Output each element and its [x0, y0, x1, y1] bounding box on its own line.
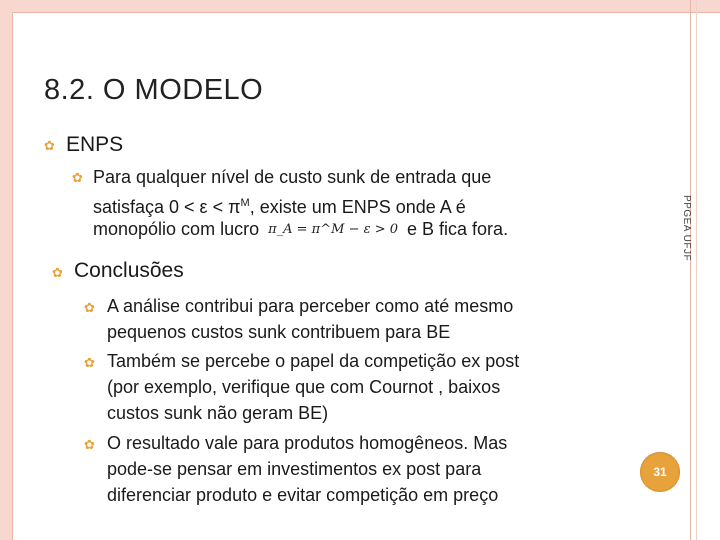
enps-line-2-sup: M	[240, 197, 250, 209]
side-label: PPGEA UFJF	[681, 194, 692, 262]
enps-line-2-post: , existe um ENPS onde A é	[249, 197, 466, 217]
conclusao-3-line-1: O resultado vale para produtos homogêneos. Mas	[107, 433, 508, 453]
conclusao-2-line-3: custos sunk não geram BE)	[107, 403, 329, 423]
frame-top-strip	[12, 0, 720, 12]
bullet-icon: ✿	[44, 138, 55, 153]
page-number-badge: 31	[640, 452, 680, 492]
enps-line-3	[93, 218, 508, 241]
enps-line-2-pre: satisfaça 0 < ε < π	[93, 197, 241, 217]
bullet-icon: ✿	[84, 300, 95, 315]
conclusao-1-line-1: A análise contribui para perceber como até mesmo	[107, 296, 514, 316]
frame-line-top	[12, 12, 720, 13]
conclusoes-heading: Conclusões	[74, 259, 184, 282]
enps-heading: ENPS	[66, 133, 124, 156]
frame-line-right-inner	[696, 0, 697, 540]
conclusao-3-line-2: pode-se pensar em investimentos ex post para	[107, 459, 482, 479]
frame-left-strip	[0, 0, 12, 540]
slide-title: 8.2. O MODELO	[44, 74, 264, 106]
bullet-icon: ✿	[72, 170, 83, 185]
enps-line-2	[93, 192, 466, 218]
conclusao-2-line-2: (por exemplo, verifique que com Cournot , baixos	[107, 377, 501, 397]
bullet-icon: ✿	[84, 355, 95, 370]
enps-line-1: Para qualquer nível de custo sunk de entrada que	[93, 167, 492, 187]
conclusao-2-line-1: Também se percebe o papel da competição ex post	[107, 351, 520, 371]
conclusao-1-line-2: pequenos custos sunk contribuem para BE	[107, 322, 451, 342]
frame-line-left	[12, 12, 13, 540]
bullet-icon: ✿	[84, 437, 95, 452]
profit-formula: π_A = π^M − ε > 0	[268, 222, 398, 237]
enps-line-3-post: e B fica fora.	[407, 219, 509, 239]
bullet-icon: ✿	[52, 265, 63, 280]
conclusao-3-line-3: diferenciar produto e evitar competição em preço	[107, 485, 499, 505]
frame-line-right	[690, 0, 691, 540]
enps-line-3-pre: monopólio com lucro	[93, 219, 260, 239]
